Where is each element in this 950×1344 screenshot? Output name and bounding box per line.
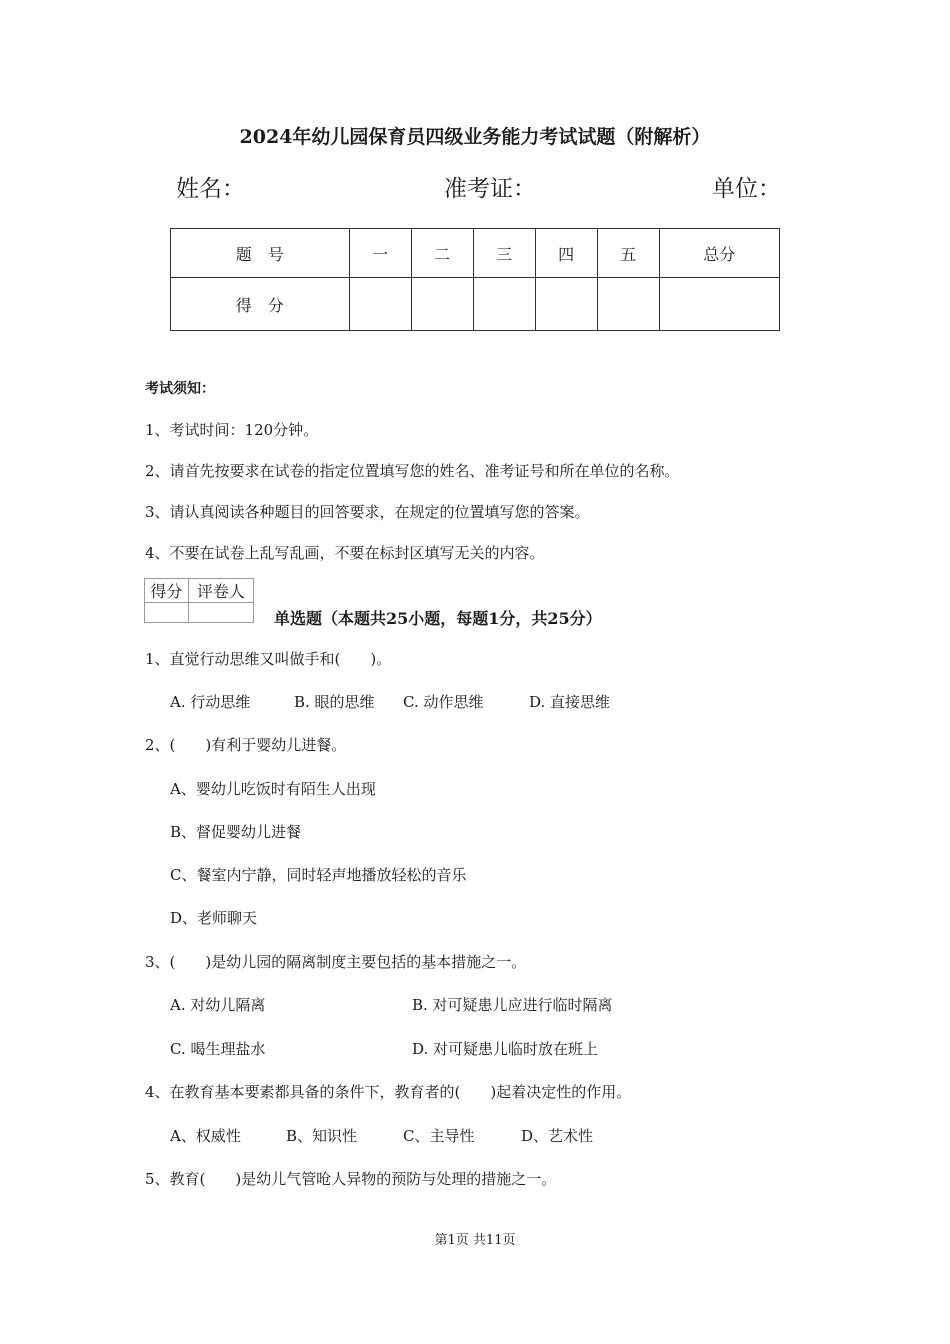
score-header-cell: 题 号 xyxy=(171,229,350,278)
question-option: D. 对可疑患儿临时放在班上 xyxy=(412,1040,599,1058)
unit-field-label: 单位： xyxy=(712,176,781,202)
score-table xyxy=(170,228,780,331)
question-option: B、督促婴幼儿进餐 xyxy=(170,823,302,841)
score-entry-cell[interactable] xyxy=(659,278,779,331)
question-stem: 2、( )有利于婴幼儿进餐。 xyxy=(145,736,347,754)
score-entry-cell[interactable] xyxy=(597,278,659,331)
question-option: B、知识性 xyxy=(286,1127,358,1145)
notice-item: 3、请认真阅读各种题目的回答要求，在规定的位置填写您的答案。 xyxy=(145,503,590,521)
score-entry-cell[interactable] xyxy=(349,278,411,331)
question-option: D. 直接思维 xyxy=(529,693,611,711)
grader-entry-row xyxy=(145,603,254,623)
score-row-label: 得 分 xyxy=(171,278,350,331)
question-option: A. 行动思维 xyxy=(170,693,251,711)
section-title: 单选题（本题共25小题，每题1分，共25分） xyxy=(274,609,602,628)
notice-item: 1、考试时间：120分钟。 xyxy=(145,421,319,439)
question-option: C、餐室内宁静，同时轻声地播放轻松的音乐 xyxy=(170,866,467,884)
question-stem: 1、直觉行动思维又叫做手和( )。 xyxy=(145,650,392,668)
question-option: D、艺术性 xyxy=(521,1127,594,1145)
score-entry-cell[interactable] xyxy=(535,278,597,331)
score-header-cell: 一 xyxy=(349,229,411,278)
question-stem: 5、教育( )是幼儿气管呛人异物的预防与处理的措施之一。 xyxy=(145,1170,557,1188)
grader-name-cell[interactable] xyxy=(188,603,253,623)
question-option: D、老师聊天 xyxy=(170,909,258,927)
score-header-cell: 五 xyxy=(597,229,659,278)
exam-id-field-label: 准考证： xyxy=(444,176,536,202)
notice-heading: 考试须知： xyxy=(145,381,215,397)
question-option: A、婴幼儿吃饭时有陌生人出现 xyxy=(170,780,376,798)
question-option: A. 对幼儿隔离 xyxy=(170,996,266,1014)
question-option: B. 眼的思维 xyxy=(294,693,375,711)
score-header-cell: 四 xyxy=(535,229,597,278)
score-header-cell: 三 xyxy=(473,229,535,278)
question-option: B. 对可疑患儿应进行临时隔离 xyxy=(412,996,613,1014)
notice-item: 4、不要在试卷上乱写乱画，不要在标封区填写无关的内容。 xyxy=(145,544,545,562)
notice-item: 2、请首先按要求在试卷的指定位置填写您的姓名、准考证号和所在单位的名称。 xyxy=(145,462,680,480)
score-table-header-row xyxy=(171,229,780,278)
question-option: C. 动作思维 xyxy=(403,693,484,711)
grader-name-label: 评卷人 xyxy=(188,579,253,603)
score-header-cell: 总分 xyxy=(659,229,779,278)
page-title: 2024年幼儿园保育员四级业务能力考试试题（附解析） xyxy=(239,126,711,148)
page-footer: 第1页 共11页 xyxy=(434,1233,516,1248)
grader-score-cell[interactable] xyxy=(145,603,189,623)
score-entry-cell[interactable] xyxy=(411,278,473,331)
score-table-score-row xyxy=(171,278,780,331)
score-header-cell: 二 xyxy=(411,229,473,278)
name-field-label: 姓名： xyxy=(176,176,245,202)
grader-score-label: 得分 xyxy=(145,579,189,603)
grader-table xyxy=(144,578,254,623)
question-stem: 4、在教育基本要素都具备的条件下，教育者的( )起着决定性的作用。 xyxy=(145,1083,632,1101)
question-option: C. 喝生理盐水 xyxy=(170,1040,266,1058)
grader-header-row xyxy=(145,579,254,603)
question-option: A、权威性 xyxy=(170,1127,241,1145)
question-option: C、主导性 xyxy=(403,1127,475,1145)
question-stem: 3、( )是幼儿园的隔离制度主要包括的基本措施之一。 xyxy=(145,953,527,971)
score-entry-cell[interactable] xyxy=(473,278,535,331)
